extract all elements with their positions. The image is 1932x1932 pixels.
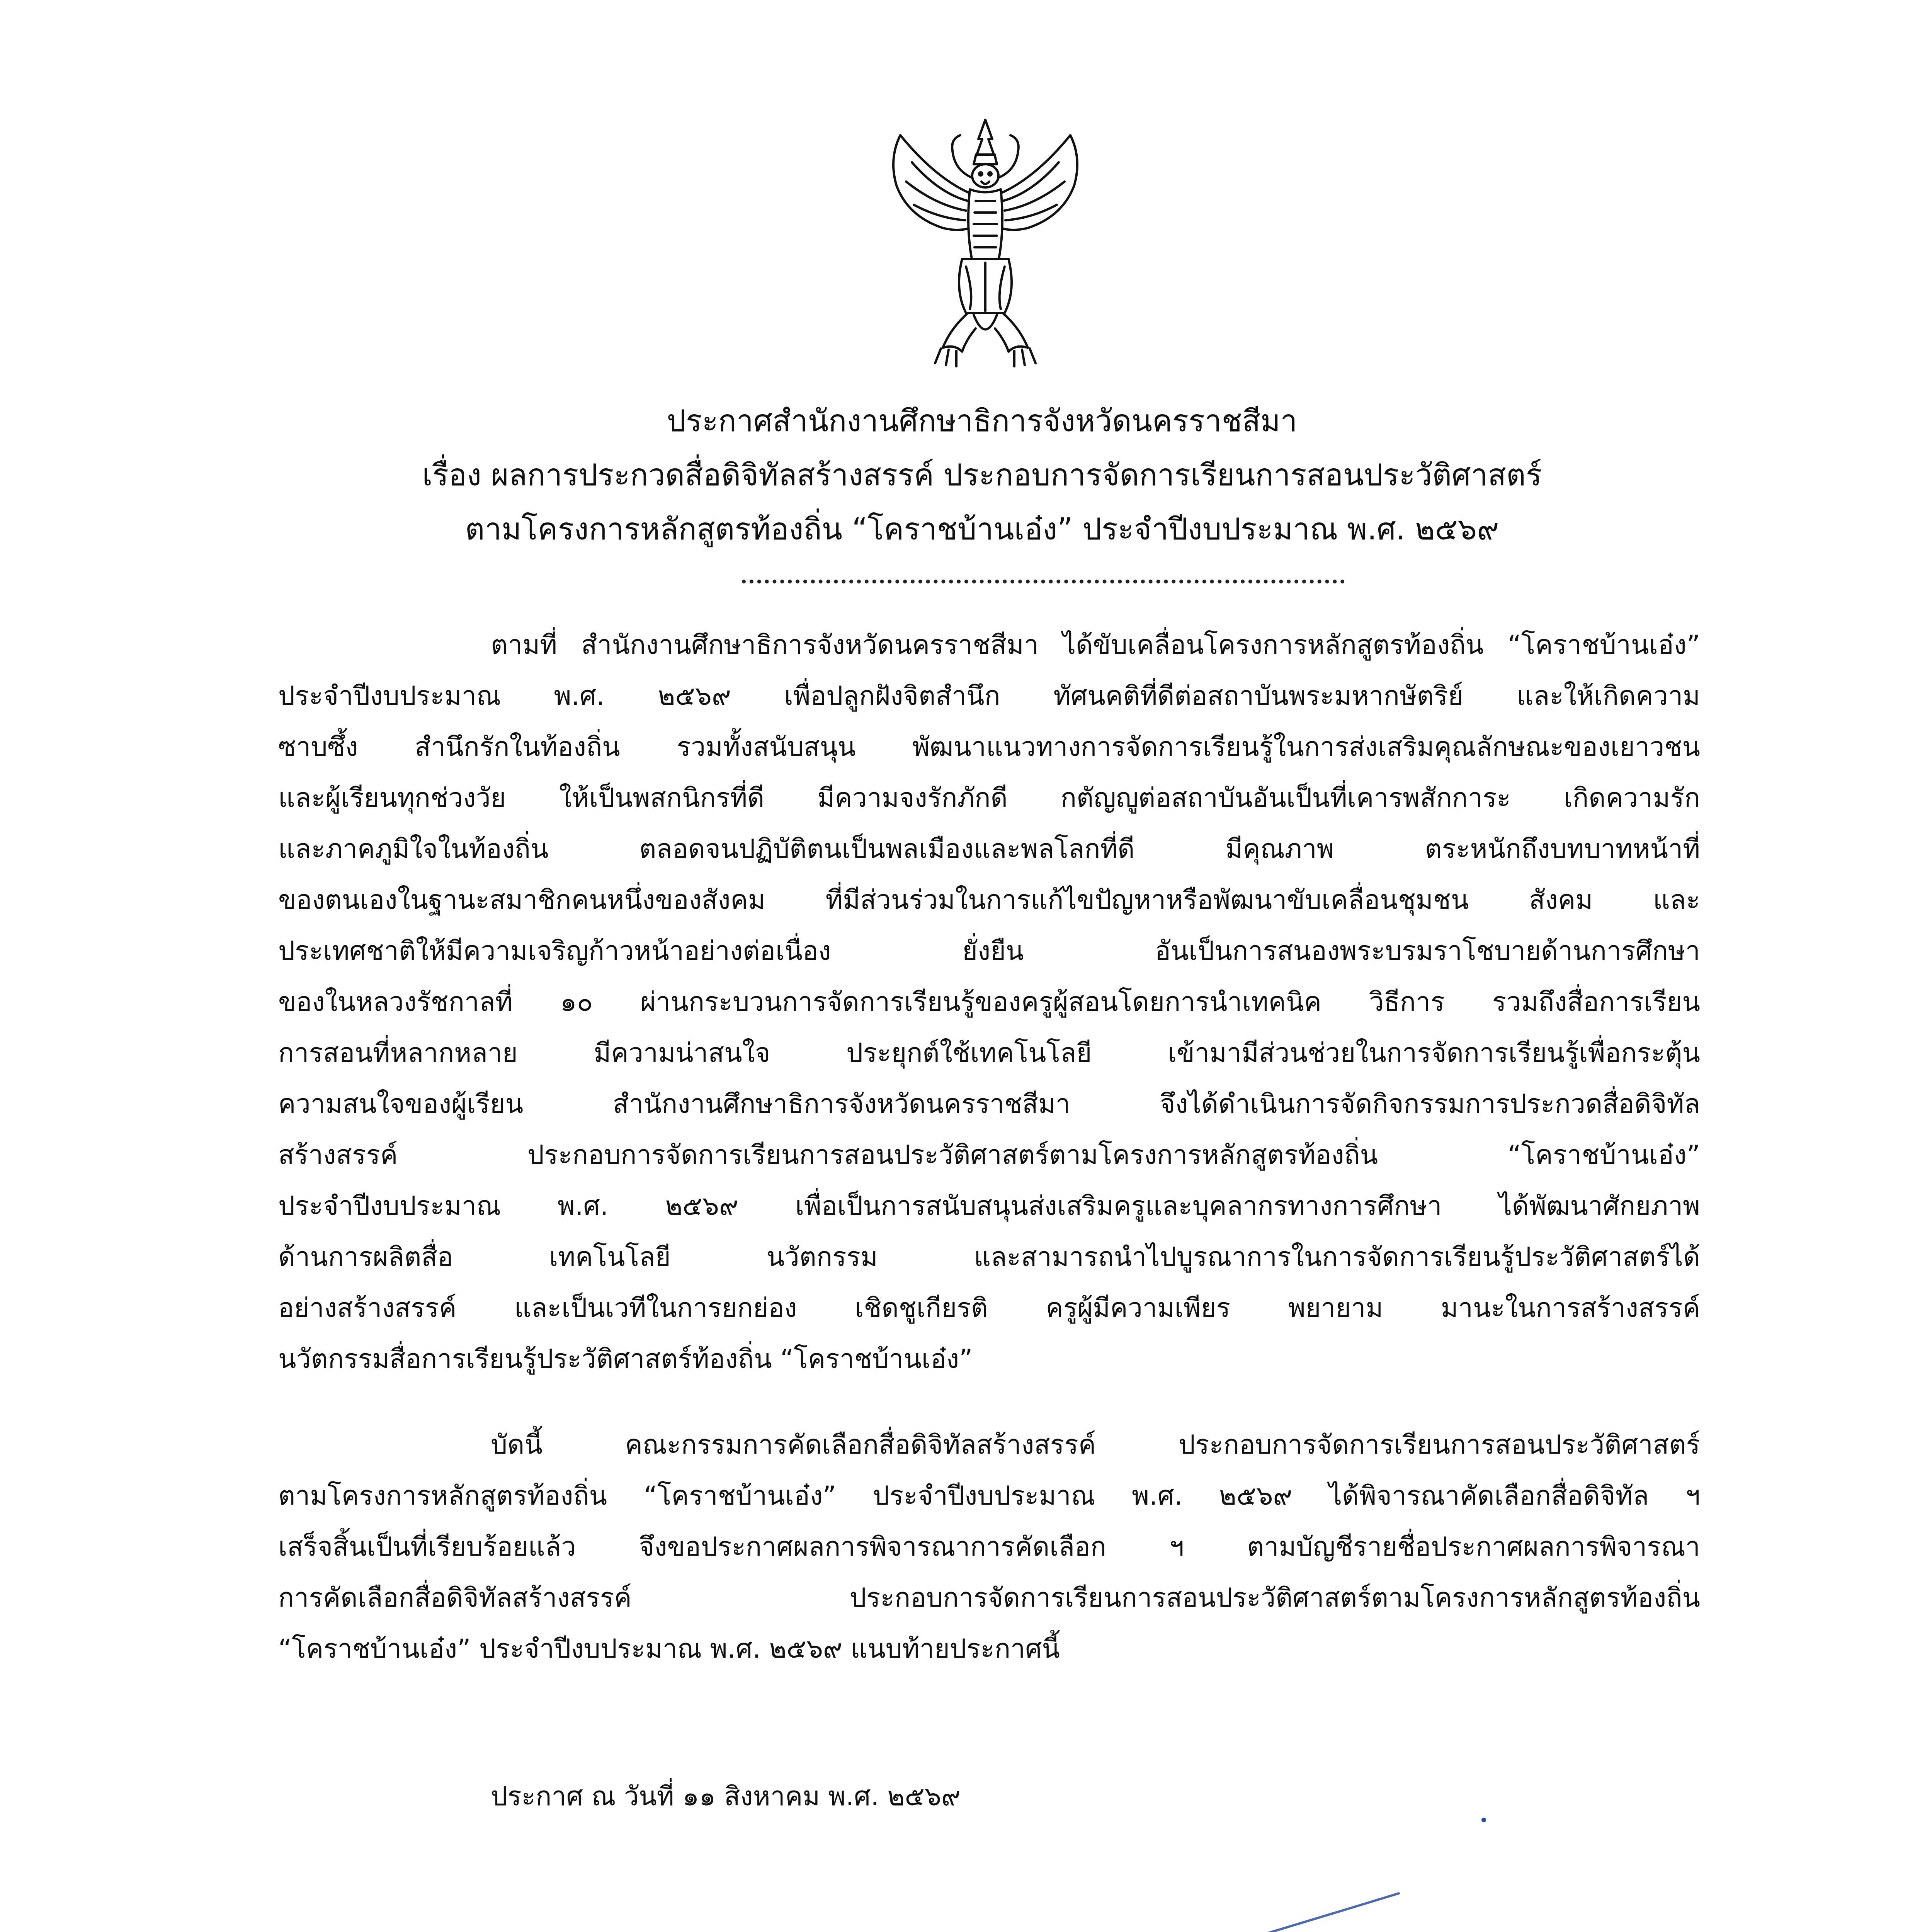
paragraph-line: นวัตกรรมสื่อการเรียนรู้ประวัติศาสตร์ท้องถิ่น “โคราชบ้านเอ๋ง” — [278, 1344, 973, 1374]
paragraph-line: “โคราชบ้านเอ๋ง” ประจำปีงบประมาณ พ.ศ. ๒๕๖๙ แนบท้ายประกาศนี้ — [278, 1634, 1060, 1664]
paragraph-line: ความสนใจของผู้เรียน สำนักงานศึกษาธิการจังหวัดนครราชสีมา จึงได้ดำเนินการจัดกิจกรรมการประกวดสื่อดิจิทัล — [278, 1089, 1700, 1119]
paragraph-line: ของตนเองในฐานะสมาชิกคนหนึ่งของสังคม ที่มีส่วนร่วมในการแก้ไขปัญหาหรือพัฒนาขับเคลื่อนชุมชน สังคม และ — [278, 885, 1700, 915]
paragraph-line: สร้างสรรค์ ประกอบการจัดการเรียนการสอนประวัติศาสตร์ตามโครงการหลักสูตรท้องถิ่น “โคราชบ้านเอ๋ง” — [278, 1140, 1700, 1170]
dotted-divider — [742, 580, 1345, 583]
paragraph-line: ของในหลวงรัชกาลที่ ๑๐ ผ่านกระบวนการจัดการเรียนรู้ของครูผู้สอนโดยการนำเทคนิค วิธีการ รวมถึงสื่อการเรียน — [278, 987, 1700, 1017]
paragraph-line: บัดนี้ คณะกรรมการคัดเลือกสื่อดิจิทัลสร้างสรรค์ ประกอบการจัดการเรียนการสอนประวัติศาสตร์ — [491, 1430, 1700, 1460]
garuda-emblem-icon — [877, 112, 1094, 375]
paragraph-line: ประจำปีงบประมาณ พ.ศ. ๒๕๖๙ เพื่อปลูกฝังจิตสำนึก ทัศนคติที่ดีต่อสถาบันพระมหากษัตริย์ และให้เกิดความ — [278, 681, 1700, 711]
announcement-heading: ประกาศสำนักงานศึกษาธิการจังหวัดนครราชสีมา — [667, 404, 1298, 439]
paragraph-line: ด้านการผลิตสื่อ เทคโนโลยี นวัตกรรม และสามารถนำไปบูรณาการในการจัดการเรียนรู้ประวัติศาสตร์ได้ — [278, 1242, 1700, 1272]
announcement-date: ประกาศ ณ วันที่ ๑๑ สิงหาคม พ.ศ. ๒๕๖๙ — [491, 1781, 961, 1812]
paragraph-line: การคัดเลือกสื่อดิจิทัลสร้างสรรค์ ประกอบการจัดการเรียนการสอนประวัติศาสตร์ตามโครงการหลักสูตรท้องถิ่น — [278, 1583, 1700, 1613]
paragraph-line: ประเทศชาติให้มีความเจริญก้าวหน้าอย่างต่อเนื่อง ยั่งยืน อันเป็นการสนองพระบรมราโชบายด้านการศึกษา — [278, 936, 1700, 966]
paragraph-line: การสอนที่หลากหลาย มีความน่าสนใจ ประยุกต์ใช้เทคโนโลยี เข้ามามีส่วนช่วยในการจัดการเรียนรู้เพื่อกระตุ้น — [278, 1038, 1700, 1068]
announcement-subject: เรื่อง ผลการประกวดสื่อดิจิทัลสร้างสรรค์ ประกอบการจัดการเรียนการสอนประวัติศาสตร์ — [422, 458, 1542, 493]
handwritten-signature — [835, 1797, 1515, 1932]
paragraph-line: ตามที่ สำนักงานศึกษาธิการจังหวัดนครราชสีมา ได้ขับเคลื่อนโครงการหลักสูตรท้องถิ่น “โคราชบ้านเอ๋ง” — [491, 630, 1700, 660]
paragraph-line: และผู้เรียนทุกช่วงวัย ให้เป็นพสกนิกรที่ดี มีความจงรักภักดี กตัญญูต่อสถาบันอันเป็นที่เคารพสักการะ เกิดความรัก — [278, 783, 1700, 813]
paragraph-line: ตามโครงการหลักสูตรท้องถิ่น “โคราชบ้านเอ๋ง” ประจำปีงบประมาณ พ.ศ. ๒๕๖๙ ได้พิจารณาคัดเลือกสื่อดิจิทัล ฯ — [278, 1481, 1700, 1511]
announcement-subject-line2: ตามโครงการหลักสูตรท้องถิ่น “โคราชบ้านเอ๋ง” ประจำปีงบประมาณ พ.ศ. ๒๕๖๙ — [465, 512, 1499, 547]
paragraph-line: และภาคภูมิใจในท้องถิ่น ตลอดจนปฏิบัติตนเป็นพลเมืองและพลโลกที่ดี มีคุณภาพ ตระหนักถึงบทบาทหน้าที่ — [278, 834, 1700, 864]
paragraph-line: เสร็จสิ้นเป็นที่เรียบร้อยแล้ว จึงขอประกาศผลการพิจารณาการคัดเลือก ฯ ตามบัญชีรายชื่อประกาศผลการพิจารณา — [278, 1532, 1700, 1562]
paragraph-line: ประจำปีงบประมาณ พ.ศ. ๒๕๖๙ เพื่อเป็นการสนับสนุนส่งเสริมครูและบุคลากรทางการศึกษา ได้พัฒนาศักยภาพ — [278, 1191, 1700, 1221]
paragraph-line: อย่างสร้างสรรค์ และเป็นเวทีในการยกย่อง เชิดชูเกียรติ ครูผู้มีความเพียร พยายาม มานะในการสร้างสรรค์ — [278, 1293, 1700, 1323]
paragraph-line: ซาบซึ้ง สำนึกรักในท้องถิ่น รวมทั้งสนับสนุน พัฒนาแนวทางการจัดการเรียนรู้ในการส่งเสริมคุณลักษณะของเยาวชน — [278, 732, 1700, 762]
